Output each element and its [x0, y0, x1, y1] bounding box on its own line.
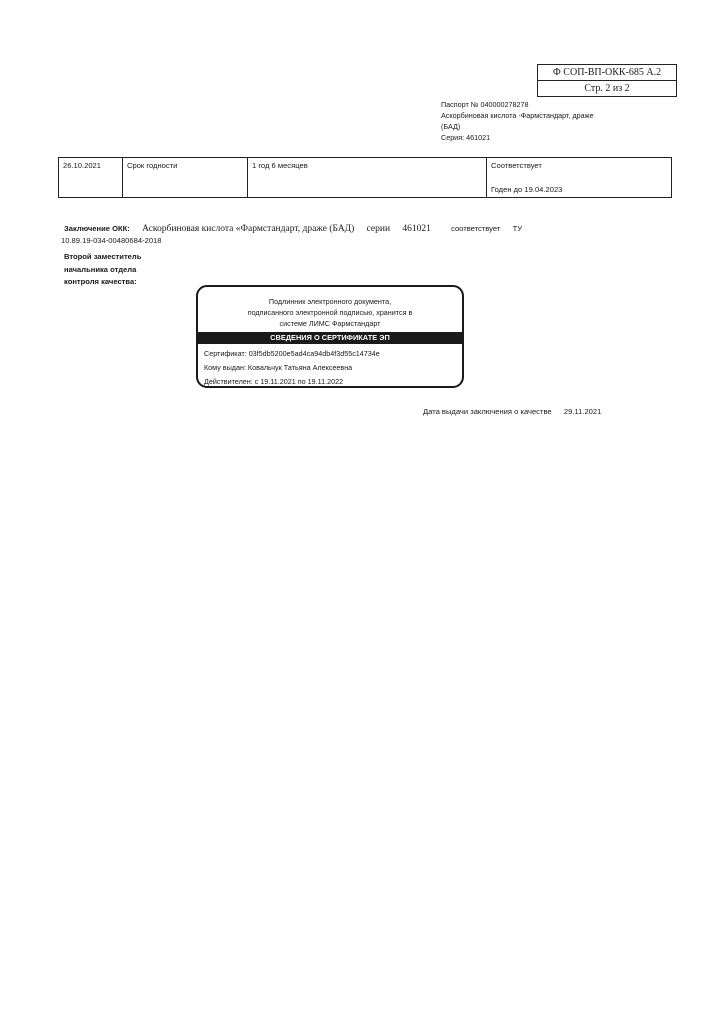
page-number: Стр. 2 из 2: [538, 80, 676, 96]
specification-table: [58, 157, 672, 198]
signer-line3: контроля качества:: [64, 277, 137, 286]
conclusion-standard-number: 10.89.19-034-00480684-2018: [61, 236, 162, 245]
issue-date-label: Дата выдачи заключения о качестве: [423, 407, 552, 416]
cell-requirement: 1 год 6 месяцев: [248, 158, 487, 198]
product-name-line2: (БАД): [441, 122, 461, 131]
stamp-validity: Действителен: с 19.11.2021 по 19.11.2022: [204, 377, 344, 386]
conclusion-product: Аскорбиновая кислота «Фармстандарт, драже (БАД): [142, 224, 355, 234]
conclusion-label: Заключение ОКК:: [64, 224, 130, 233]
document-code: Ф СОП-ВП-ОКК-685 А.2: [552, 67, 662, 78]
stamp-issued-to: Кому выдан: Ковальчук Татьяна Алексеевна: [204, 363, 353, 372]
electronic-signature-stamp: [196, 285, 464, 388]
stamp-line1: Подлинник электронного документа,: [268, 297, 392, 306]
series-line: Серия: 461021: [441, 133, 491, 142]
passport-info: [441, 99, 621, 143]
conclusion-conforms: соответствует: [451, 224, 501, 233]
product-name-line1: Аскорбиновая кислота -Фармстандарт, драже: [441, 111, 594, 120]
result-text: Соответствует: [491, 161, 542, 170]
issue-date-value: 29.11.2021: [563, 407, 602, 416]
signer-line1: Второй заместитель: [64, 252, 142, 261]
conclusion-series-number: 461021: [402, 224, 431, 234]
issue-date: [423, 407, 601, 416]
cell-date: 26.10.2021: [59, 158, 123, 198]
valid-until-text: Годен до 19.04.2023: [491, 185, 563, 194]
document-code-box: [537, 64, 677, 97]
stamp-heading: [198, 287, 462, 332]
conclusion-standard-prefix: ТУ: [512, 224, 523, 233]
signer-title: [64, 251, 141, 289]
stamp-header-bar: СВЕДЕНИЯ О СЕРТИФИКАТЕ ЭП: [198, 332, 462, 344]
cell-result: [487, 158, 672, 198]
stamp-line3: системе ЛИМС Фармстандарт: [279, 319, 381, 328]
passport-number: Паспорт № 040000278278: [441, 100, 529, 109]
cell-parameter: Срок годности: [123, 158, 248, 198]
signer-line2: начальника отдела: [64, 264, 137, 274]
conclusion: [61, 223, 624, 247]
stamp-certificate: Сертификат: 03f5db5200e5ad4ca94db4f3d55c14734e: [204, 349, 380, 358]
conclusion-series-word: серии: [366, 224, 391, 234]
table-row: [59, 158, 672, 198]
stamp-line2: подписанного электронной подписью, хранится в: [247, 308, 413, 317]
